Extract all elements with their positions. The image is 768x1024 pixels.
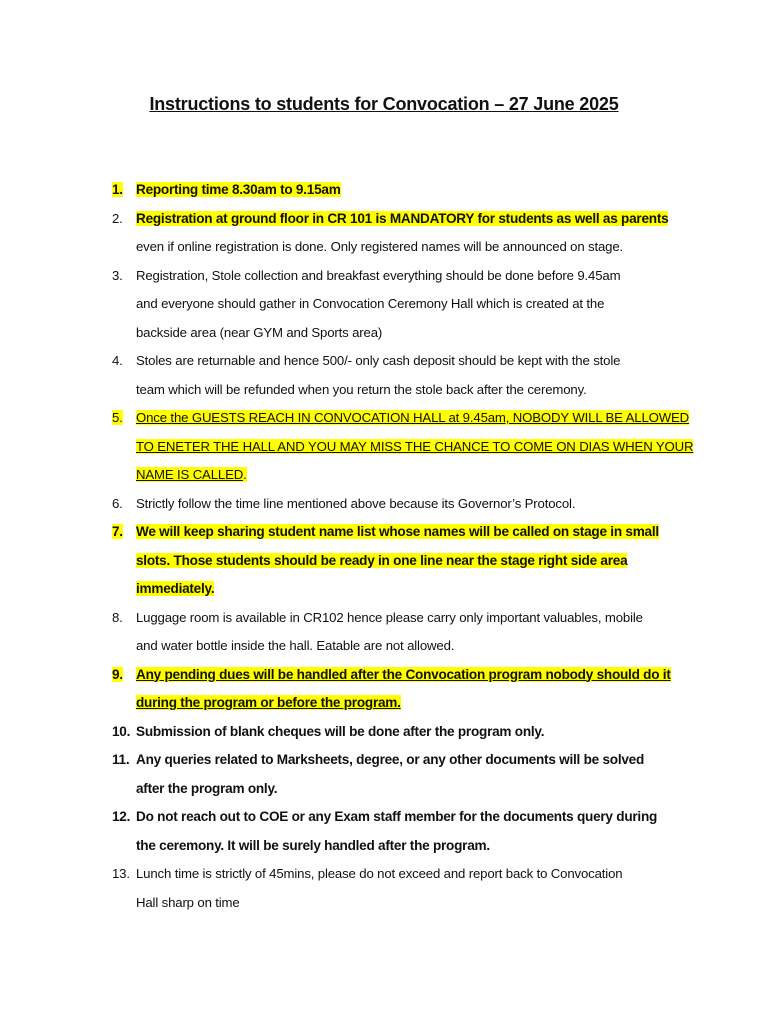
item-text-line: Do not reach out to COE or any Exam staff member for the documents query during <box>136 809 658 824</box>
list-item-8 <box>112 604 692 661</box>
item-text-line: and everyone should gather in Convocation Ceremony Hall which is created at the <box>136 296 605 311</box>
item-text-line: and water bottle inside the hall. Eatable are not allowed. <box>136 638 455 653</box>
item-text-line: backside area (near GYM and Sports area) <box>136 324 383 340</box>
item-text-line: during the program or before the program. <box>136 695 401 710</box>
item-text-line: TO ENETER THE HALL AND YOU MAY MISS THE CHANCE TO COME ON DIAS WHEN YOUR <box>136 438 694 454</box>
item-number: 13. <box>112 866 130 881</box>
instructions-list <box>112 176 692 917</box>
item-text-line: Submission of blank cheques will be done after the program only. <box>136 723 545 739</box>
list-item-11 <box>112 746 692 803</box>
item-text-line: the ceremony. It will be surely handled after the program. <box>136 837 490 853</box>
list-item-6 <box>112 490 692 519</box>
item-text-line: Registration at ground floor in CR 101 is MANDATORY for students as well as parents <box>136 210 669 226</box>
item-number: 7. <box>112 524 123 539</box>
item-text-line: Stoles are returnable and hence 500/- only cash deposit should be kept with the stole <box>136 353 621 368</box>
item-number: 9. <box>112 666 123 682</box>
item-text-line: Luggage room is available in CR102 hence please carry only important valuables, mobile <box>136 609 643 625</box>
item-text-line: Lunch time is strictly of 45mins, please do not exceed and report back to Convocation <box>136 866 623 881</box>
item-trailing-punctuation: . <box>243 467 247 482</box>
item-number: 1. <box>112 182 123 197</box>
list-item-13 <box>112 860 692 917</box>
item-number: 5. <box>112 410 123 425</box>
item-text-line: after the program only. <box>136 780 278 796</box>
item-text-line: even if online registration is done. Only registered names will be announced on stage. <box>136 239 624 254</box>
item-text-line: Registration, Stole collection and breakfast everything should be done before 9.45am <box>136 267 621 283</box>
list-item-2 <box>112 205 692 262</box>
item-text-line: Any queries related to Marksheets, degree, or any other documents will be solved <box>136 752 645 767</box>
item-text-line: Hall sharp on time <box>136 894 240 910</box>
item-text-line: Any pending dues will be handled after the Convocation program nobody should do it <box>136 666 671 682</box>
item-text-line: Strictly follow the time line mentioned above because its Governor’s Protocol. <box>136 495 576 511</box>
item-text-line: slots. Those students should be ready in one line near the stage right side area <box>136 552 628 568</box>
item-number: 10. <box>112 723 131 739</box>
list-item-3 <box>112 262 692 348</box>
item-number: 11. <box>112 752 130 767</box>
item-text-line: immediately. <box>136 581 215 596</box>
item-text-line: Reporting time 8.30am to 9.15am <box>136 182 341 197</box>
list-item-5 <box>112 404 692 490</box>
list-item-4 <box>112 347 692 404</box>
item-text-line: Once the GUESTS REACH IN CONVOCATION HALL at 9.45am, NOBODY WILL BE ALLOWED <box>136 410 690 425</box>
item-text-line: team which will be refunded when you return the stole back after the ceremony. <box>136 381 587 397</box>
page-title: Instructions to students for Convocation – 27 June 2025 <box>149 94 619 114</box>
item-number: 2. <box>112 210 123 226</box>
item-number: 4. <box>112 353 123 368</box>
list-item-7 <box>112 518 692 604</box>
list-item-10 <box>112 718 692 747</box>
list-item-12 <box>112 803 692 860</box>
item-text-line: NAME IS CALLED <box>136 467 244 482</box>
list-item-9 <box>112 661 692 718</box>
item-number: 8. <box>112 609 123 625</box>
item-number: 3. <box>112 267 123 283</box>
item-number: 12. <box>112 809 131 824</box>
list-item-1 <box>112 176 692 205</box>
item-text-line: We will keep sharing student name list whose names will be called on stage in small <box>136 524 659 539</box>
item-number: 6. <box>112 495 123 511</box>
